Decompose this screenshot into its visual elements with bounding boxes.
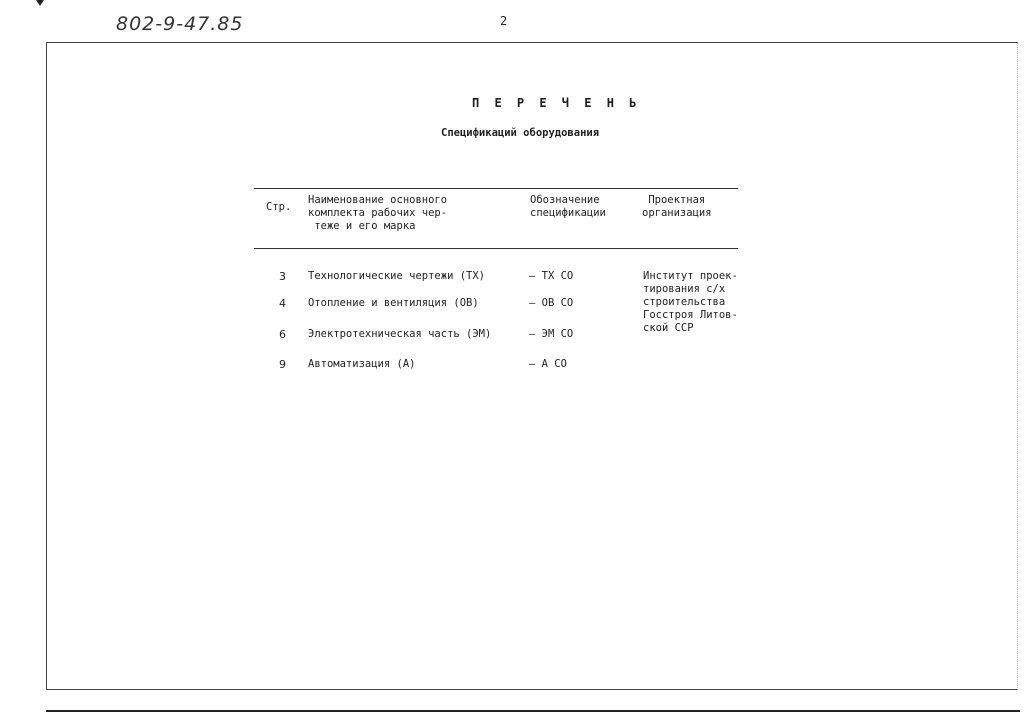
row-code: – ТХ СО bbox=[529, 270, 574, 282]
row-page: 3 bbox=[279, 270, 286, 283]
row-name: Отопление и вентиляция (ОВ) bbox=[308, 297, 479, 309]
row-code: – ОВ СО bbox=[529, 297, 574, 309]
table-row bbox=[0, 297, 1029, 313]
table-top-rule bbox=[254, 188, 738, 189]
table-row bbox=[0, 358, 1029, 374]
row-page: 9 bbox=[279, 358, 286, 371]
row-name: Автоматизация (А) bbox=[308, 358, 416, 370]
row-name: Технологические чертежи (ТХ) bbox=[308, 270, 486, 282]
row-code: – А СО bbox=[529, 358, 567, 370]
page-number: 2 bbox=[500, 14, 508, 28]
column-header-name: Наименование основного комплекта рабочих чер- теже и его марка bbox=[308, 194, 448, 232]
column-header-page: Стр. bbox=[266, 201, 292, 213]
table-row bbox=[0, 328, 1029, 344]
column-header-organization: Проектная организация bbox=[642, 194, 712, 219]
row-page: 6 bbox=[279, 328, 286, 341]
table-row bbox=[0, 270, 1029, 286]
organization-cell: Институт проек- тирования с/х строительства Госстроя Литов- ской ССР bbox=[643, 270, 738, 334]
document-subtitle: Спецификаций оборудования bbox=[441, 127, 600, 139]
row-code: – ЭМ СО bbox=[529, 328, 574, 340]
row-name: Электротехническая часть (ЭМ) bbox=[308, 328, 492, 340]
document-number: 802-9-47.85 bbox=[116, 13, 244, 35]
document-title: П Е Р Е Ч Е Н Ь bbox=[472, 96, 641, 110]
table-header-rule bbox=[254, 248, 738, 249]
page-bottom-edge bbox=[46, 710, 1020, 712]
row-page: 4 bbox=[279, 297, 286, 310]
corner-mark bbox=[36, 0, 44, 6]
column-header-code: Обозначение спецификации bbox=[530, 194, 606, 219]
